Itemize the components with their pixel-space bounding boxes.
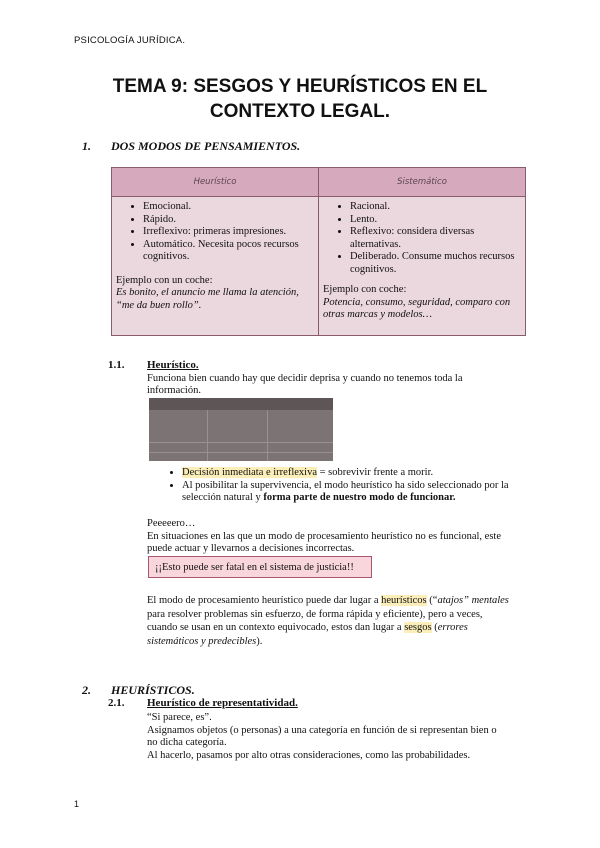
italic-text: sistemáticos y predecibles <box>147 635 257 647</box>
title-line-1: TEMA 9: SESGOS Y HEURÍSTICOS EN EL <box>112 76 488 97</box>
quote-text: “Si parece, es”. <box>147 712 212 723</box>
systematic-cell <box>319 197 526 336</box>
para-text: (“ <box>426 595 438 606</box>
modes-table <box>111 167 526 336</box>
col-heuristic-header: Heurístico <box>112 168 319 197</box>
list-item: • Lento. <box>350 214 524 227</box>
body-line-2: no dicha categoría. <box>147 737 227 748</box>
section-2-1-number: 2.1. <box>108 697 125 709</box>
running-header: PSICOLOGÍA JURÍDICA. <box>74 35 186 46</box>
list-item: • Irreflexivo: primeras impresiones. <box>143 226 317 239</box>
example-label: Ejemplo con coche: <box>323 284 407 295</box>
page-title <box>60 74 540 124</box>
title-line-2: CONTEXTO LEGAL. <box>209 101 391 122</box>
list-item: • Racional. <box>350 201 524 214</box>
example-text: Es bonito, el anuncio me llama la atención, “me da buen rollo”. <box>116 287 299 311</box>
para-text: El modo de procesamiento heurístico puede dar lugar a <box>147 595 382 606</box>
italic-text: errores <box>437 622 468 633</box>
example-text: Potencia, consumo, seguridad, comparo con otras marcas y modelos… <box>323 296 511 320</box>
highlight-text: heurísticos <box>381 595 427 606</box>
bullet-text: selección natural y <box>182 492 264 503</box>
list-item: • Reflexivo: considera diversas alternativas. <box>350 226 524 251</box>
list-item <box>182 467 536 480</box>
para-text: ( <box>431 622 438 633</box>
list-item: • Automático. Necesita pocos recursos cognitivos. <box>143 239 317 264</box>
body-line-3: Al hacerlo, pasamos por alto otras consideraciones, como las probabilidades. <box>147 750 471 761</box>
situation-line-1: En situaciones en las que un modo de procesamiento heurístico no es funcional, este <box>147 531 501 542</box>
intro-line-1: Funciona bien cuando hay que decidir deprisa y cuando no tenemos toda la <box>147 373 463 384</box>
peeeero-text: Peeeeero… <box>147 518 196 529</box>
intro-line-2: información. <box>147 385 201 396</box>
para-text: ). <box>256 635 263 647</box>
decision-bullets <box>166 467 536 505</box>
section-1-heading: DOS MODOS DE PENSAMIENTOS. <box>111 139 301 153</box>
bold-text: forma parte de nuestro modo de funcionar. <box>263 492 456 503</box>
para-text: para resolver problemas sin esfuerzo, de forma rápida y eficiente), pero a veces, <box>147 608 483 620</box>
page-number: 1 <box>74 799 80 809</box>
col-systematic-header: Sistemático <box>319 168 526 197</box>
heuristic-cell <box>112 197 319 336</box>
bullet-text: = sobrevivir frente a morir. <box>316 467 434 478</box>
list-item: • Emocional. <box>143 201 317 214</box>
heuristic-paragraph <box>147 594 537 648</box>
alert-box: ¡¡Esto puede ser fatal en el sistema de justicia!! <box>148 556 372 578</box>
list-item: • Rápido. <box>143 214 317 227</box>
list-item: • Deliberado. Consume muchos recursos cognitivos. <box>350 251 524 276</box>
highlight-text: Decisión inmediata e irreflexiva <box>182 467 317 478</box>
highlight-text: sesgos <box>404 622 432 633</box>
embedded-table-header <box>149 398 333 410</box>
section-1-1-number: 1.1. <box>108 359 125 371</box>
situation-line-2: puede actuar y llevarnos a decisiones incorrectas. <box>147 543 355 554</box>
section-1-1-heading: Heurístico. <box>147 359 199 371</box>
section-1-number: 1. <box>82 139 91 153</box>
section-2-1-heading: Heurístico de representatividad. <box>147 697 298 709</box>
body-line-1: Asignamos objetos (o personas) a una categoría en función de si representan bien o <box>147 725 497 736</box>
list-item <box>182 480 536 505</box>
italic-text: atajos” mentales <box>437 595 509 606</box>
para-text: cuando se usan en un contexto equivocado, estos dan lugar a <box>147 622 405 633</box>
section-2-heading: HEURÍSTICOS. <box>111 683 195 697</box>
example-label: Ejemplo con un coche: <box>116 274 213 286</box>
section-2-number: 2. <box>82 683 91 697</box>
bullet-text: Al posibilitar la supervivencia, el modo heurístico ha sido seleccionado por la <box>182 479 509 491</box>
embedded-table-image <box>149 398 333 461</box>
